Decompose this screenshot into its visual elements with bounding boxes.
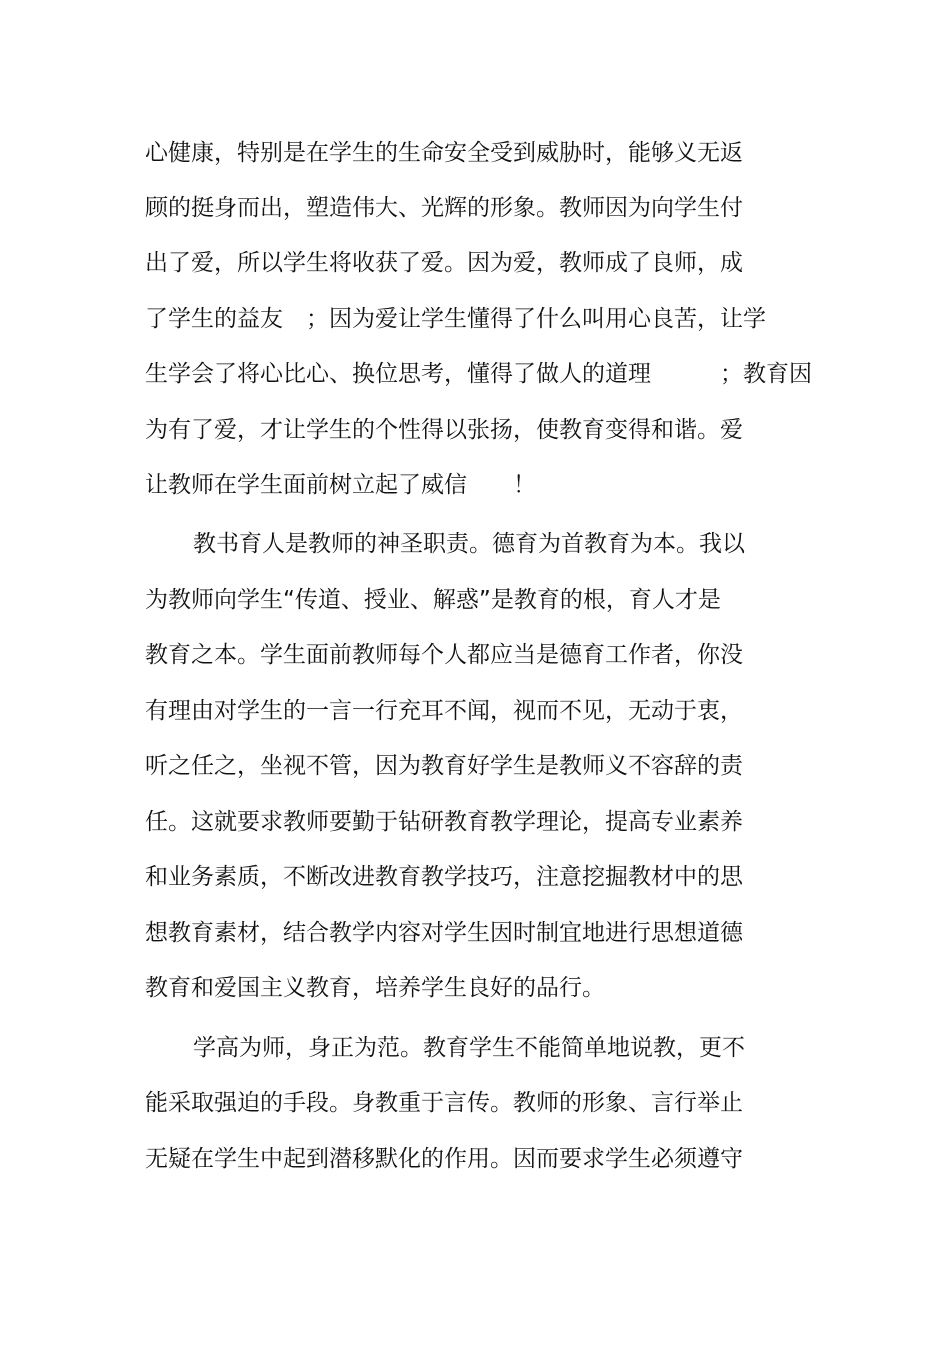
- text-line: 为有了爱，才让学生的个性得以张扬，使教育变得和谐。爱: [145, 417, 743, 443]
- text-line: 了学生的益友 ；因为爱让学生懂得了什么叫用心良苦，让学: [145, 306, 766, 332]
- text-line: 无疑在学生中起到潜移默化的作用。因而要求学生必须遵守: [145, 1146, 743, 1172]
- text-line: 能采取强迫的手段。身教重于言传。教师的形象、言行举止: [145, 1090, 743, 1116]
- text-line: 生学会了将心比心、换位思考，懂得了做人的道理 ；教育因: [145, 361, 812, 387]
- text-line: 和业务素质，不断改进教育教学技巧，注意挖掘教材中的思: [145, 864, 743, 890]
- text-line: 教书育人是教师的神圣职责。德育为首教育为本。我以: [193, 531, 745, 557]
- text-line: 教育之本。学生面前教师每个人都应当是德育工作者，你没: [145, 642, 743, 668]
- text-line: 学高为师，身正为范。教育学生不能简单地说教，更不: [193, 1035, 745, 1061]
- text-line: 想教育素材，结合教学内容对学生因时制宜地进行思想道德: [145, 920, 743, 946]
- text-line: 顾的挺身而出，塑造伟大、光辉的形象。教师因为向学生付: [145, 195, 743, 221]
- text-line: 出了爱，所以学生将收获了爱。因为爱，教师成了良师，成: [145, 250, 743, 276]
- text-line: 有理由对学生的一言一行充耳不闻，视而不见，无动于衷，: [145, 698, 743, 724]
- text-line: 为教师向学生“传道、授业、解惑”是教育的根，育人才是: [145, 587, 721, 613]
- text-line: 心健康，特别是在学生的生命安全受到威胁时，能够义无返: [145, 140, 743, 166]
- text-line: 让教师在学生面前树立起了威信 ！: [145, 472, 536, 498]
- text-line: 教育和爱国主义教育，培养学生良好的品行。: [145, 975, 605, 1001]
- text-line: 任。这就要求教师要勤于钻研教育教学理论，提高专业素养: [145, 809, 743, 835]
- text-line: 听之任之，坐视不管，因为教育好学生是教师义不容辞的责: [145, 753, 743, 779]
